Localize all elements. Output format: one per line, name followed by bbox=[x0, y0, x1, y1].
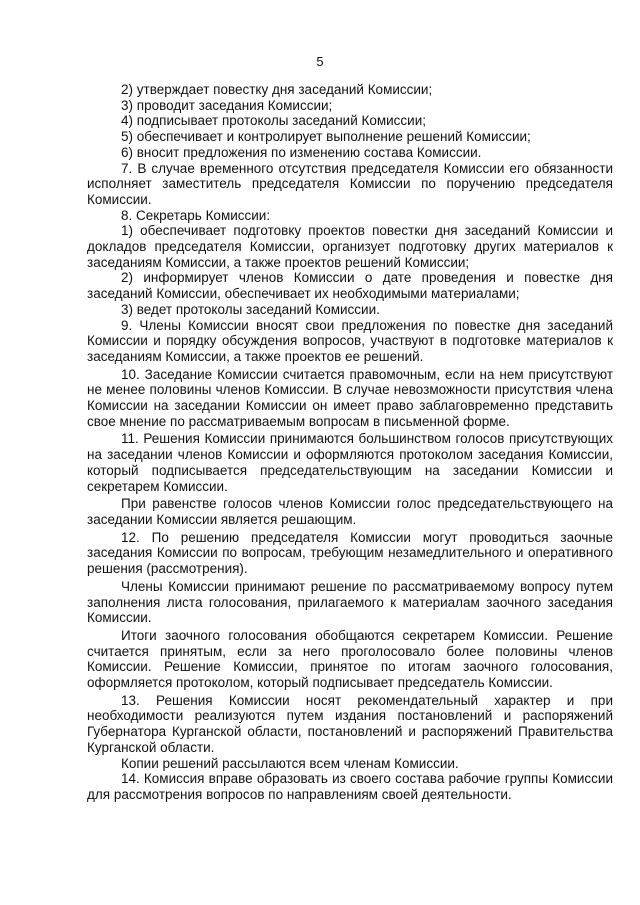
paragraph: Члены Комиссии принимают решение по рассматриваемому вопросу путем заполнения листа голосования, прилагаемого к материалам заочного заседания Комиссии. bbox=[87, 578, 613, 626]
paragraph: 5) обеспечивает и контролирует выполнение решений Комиссии; bbox=[121, 129, 531, 145]
paragraph: 2) утверждает повестку дня заседаний Комиссии; bbox=[121, 82, 433, 97]
paragraph: При равенстве голосов членов Комиссии голос председательствующего на заседании Комиссии является решающим. bbox=[87, 496, 613, 527]
paragraph: 10. Заседание Комиссии считается правомочным, если на нем присутствуют не менее половины членов Комиссии. В случае невозможности присутствия члена Комиссии на заседании Комиссии он имеет право заблаговременно представить свое мнение по рассматриваемым вопросам в письменной форме. bbox=[87, 366, 613, 429]
document-body bbox=[87, 82, 613, 803]
paragraph: 6) вносит предложения по изменению состава Комиссии. bbox=[121, 144, 482, 160]
paragraph: 3) проводит заседания Комиссии; bbox=[121, 97, 333, 113]
paragraph: 3) ведет протоколы заседаний Комиссии. bbox=[121, 301, 380, 317]
paragraph: 8. Секретарь Комиссии: bbox=[121, 207, 271, 223]
paragraph: 11. Решения Комиссии принимаются большинством голосов присутствующих на заседании членов Комиссии и оформляются протоколом заседания Комиссии, который подписывается председательствующим на заседании Комиссии и секретарем Комиссии. bbox=[87, 431, 613, 494]
paragraph: 12. По решению председателя Комиссии могут проводиться заочные заседания Комиссии по вопросам, требующим незамедлительного и оперативного решения (рассмотрения). bbox=[87, 529, 613, 577]
paragraph: Копии решений рассылаются всем членам Комиссии. bbox=[121, 755, 459, 771]
page-number: 5 bbox=[316, 54, 324, 69]
paragraph: 7. В случае временного отсутствия председателя Комиссии его обязанности исполняет заместитель председателя Комиссии по поручению председателя Комиссии. bbox=[87, 160, 613, 207]
paragraph: 1) обеспечивает подготовку проектов повестки дня заседаний Комиссии и докладов председателя Комиссии, организует подготовку других материалов к заседаниям Комиссии, а также проектов решений Комиссии; bbox=[87, 223, 613, 270]
paragraph: Итоги заочного голосования обобщаются секретарем Комиссии. Решение считается принятым, если за него проголосовало более половины членов Комиссии. Решение Комиссии, принятое по итогам заочного голосования, оформляется протоколом, который подписывает председатель Комиссии. bbox=[87, 627, 613, 691]
paragraph: 13. Решения Комиссии носят рекомендательный характер и при необходимости реализуются путем издания постановлений и распоряжений Губернатора Курганской области, постановлений и распоряжений Правительства Курганской области. bbox=[87, 692, 613, 755]
paragraph: 9. Члены Комиссии вносят свои предложения по повестке дня заседаний Комиссии и порядку обсуждения вопросов, участвуют в подготовке материалов к заседаниям Комиссии, а также проектов ее решений. bbox=[87, 317, 613, 364]
paragraph: 4) подписывает протоколы заседаний Комиссии; bbox=[121, 113, 427, 129]
paragraph: 2) информирует членов Комиссии о дате проведения и повестке дня заседаний Комиссии, обеспечивает их необходимыми материалами; bbox=[87, 270, 613, 302]
paragraph: 14. Комиссия вправе образовать из своего состава рабочие группы Комиссии для рассмотрения вопросов по направлениям своей деятельности. bbox=[87, 771, 613, 802]
